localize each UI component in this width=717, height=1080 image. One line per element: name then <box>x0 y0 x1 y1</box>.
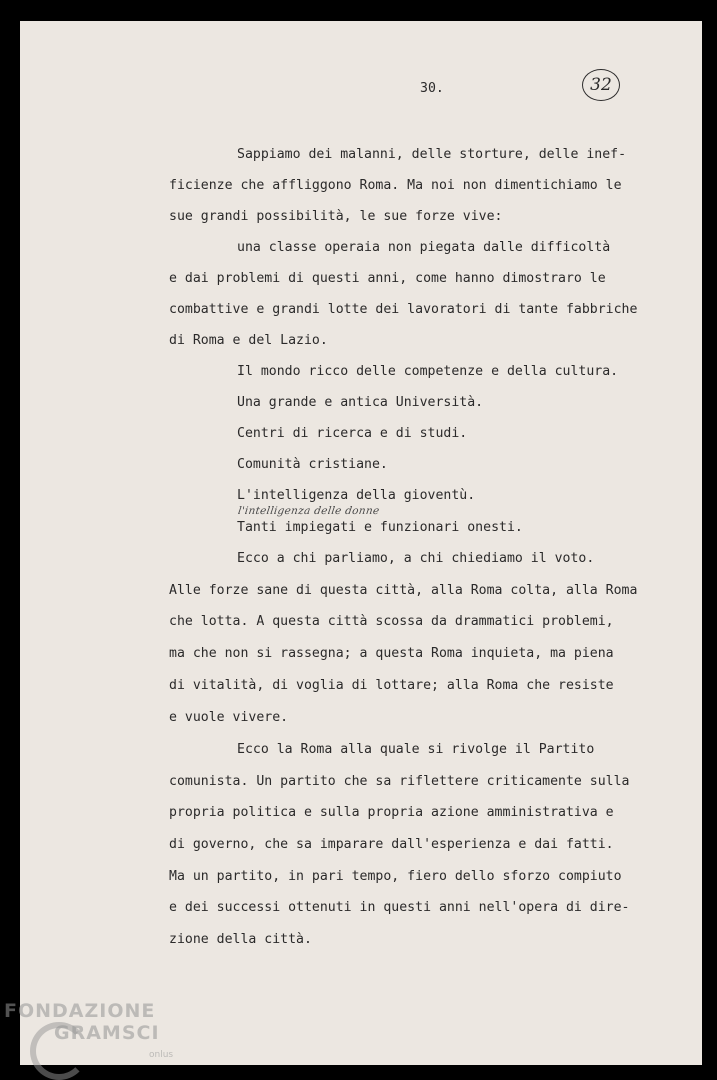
text-line: Sappiamo dei malanni, delle storture, delle inef- <box>237 147 627 162</box>
text-line: che lotta. A questa città scossa da drammatici problemi, <box>169 614 614 629</box>
text-line: di vitalità, di voglia di lottare; alla Roma che resiste <box>169 678 614 693</box>
text-line: di governo, che sa imparare dall'esperienza e dai fatti. <box>169 837 614 852</box>
page-number: 30. <box>420 81 444 96</box>
text-line: e dai problemi di questi anni, come hanno dimostraro le <box>169 271 606 286</box>
text-line: ficienze che affliggono Roma. Ma noi non dimentichiamo le <box>169 178 622 193</box>
text-line: combattive e grandi lotte dei lavoratori di tante fabbriche <box>169 302 638 317</box>
text-line: Ecco a chi parliamo, a chi chiediamo il voto. <box>237 551 595 566</box>
watermark-sub: onlus <box>149 1050 174 1060</box>
watermark-line2: GRAMSCI <box>54 1022 160 1044</box>
text-line: e vuole vivere. <box>169 710 289 725</box>
text-line: Alle forze sane di questa città, alla Roma colta, alla Roma <box>169 583 638 598</box>
text-line: L'intelligenza della gioventù. <box>237 488 476 503</box>
text-line: Ma un partito, in pari tempo, fiero dello sforzo compiuto <box>169 869 622 884</box>
fondazione-gramsci-watermark <box>4 1000 184 1080</box>
text-line: di Roma e del Lazio. <box>169 333 328 348</box>
text-line: Ecco la Roma alla quale si rivolge il Partito <box>237 742 595 757</box>
text-line: Una grande e antica Università. <box>237 395 484 410</box>
text-line: una classe operaia non piegata dalle difficoltà <box>237 240 611 255</box>
archive-number-stamp: 32 <box>582 69 620 101</box>
watermark-line1: FONDAZIONE <box>4 1000 156 1022</box>
text-line: propria politica e sulla propria azione amministrativa e <box>169 805 614 820</box>
text-line: comunista. Un partito che sa riflettere criticamente sulla <box>169 774 630 789</box>
handwritten-annotation: l'intelligenza delle donne <box>237 505 381 517</box>
text-line: Tanti impiegati e funzionari onesti. <box>237 520 523 535</box>
text-line: zione della città. <box>169 932 312 947</box>
text-line: sue grandi possibilità, le sue forze vive: <box>169 209 503 224</box>
text-line: Centri di ricerca e di studi. <box>237 426 468 441</box>
text-line: e dei successi ottenuti in questi anni nell'opera di dire- <box>169 900 630 915</box>
document-page <box>20 21 702 1065</box>
text-line: Il mondo ricco delle competenze e della cultura. <box>237 364 619 379</box>
text-line: Comunità cristiane. <box>237 457 388 472</box>
text-line: ma che non si rassegna; a questa Roma inquieta, ma piena <box>169 646 614 661</box>
